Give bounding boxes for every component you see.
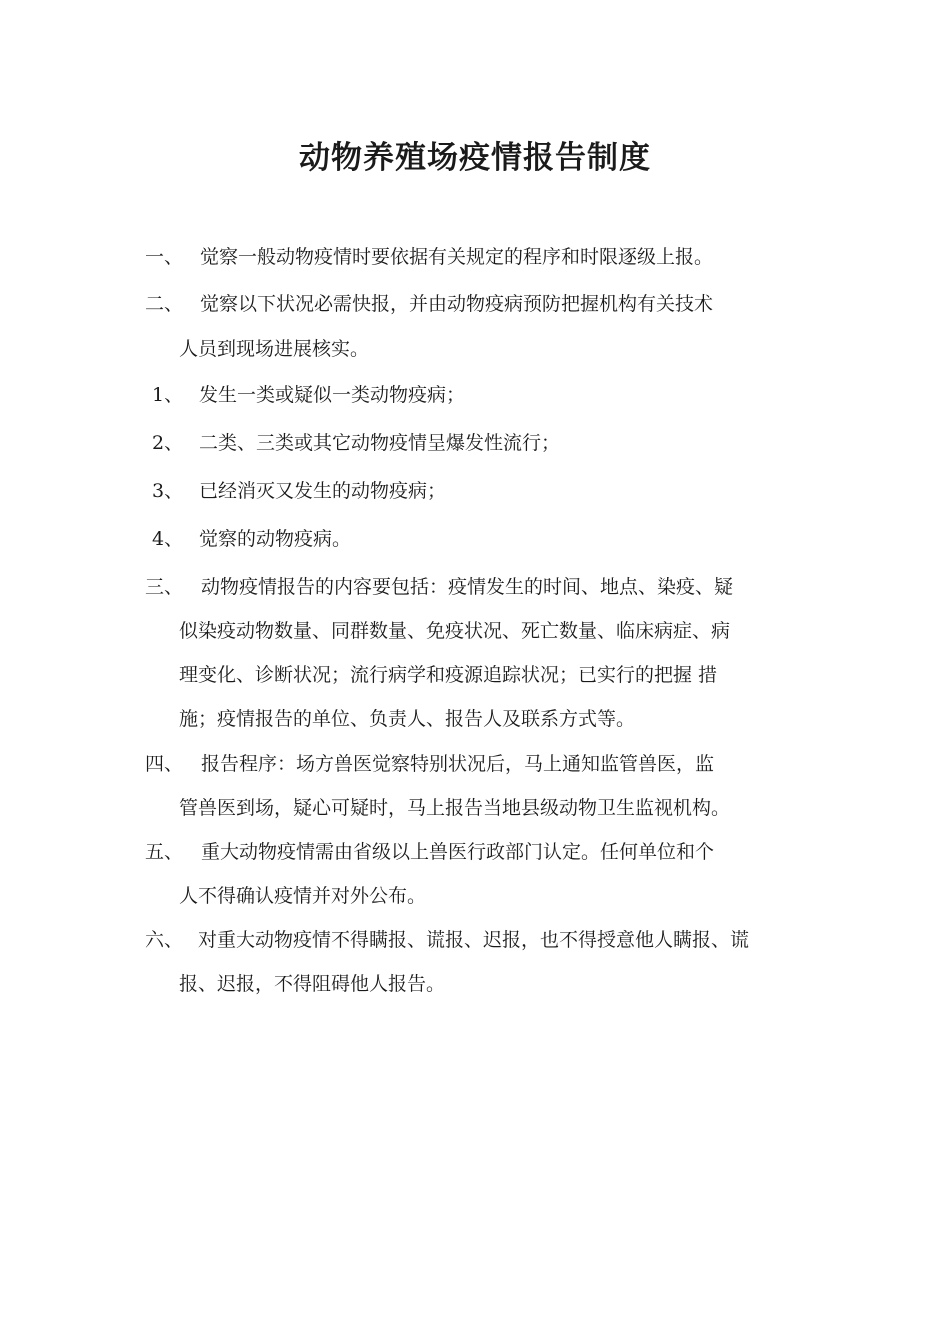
item-text: 已经消灭又发生的动物疫病； <box>199 480 447 502</box>
item-text: 似染疫动物数量、同群数量、免疫状况、死亡数量、临床病症、病 <box>179 620 731 642</box>
item-number: 一、 <box>145 246 184 268</box>
item-text: 理变化、诊断状况；流行病学和疫源追踪状况；已实行的把握 措 <box>179 664 718 686</box>
item-text: 人员到现场进展核实。 <box>179 338 370 360</box>
item-number: 2、 <box>152 432 184 454</box>
item-text: 二类、三类或其它动物疫情呈爆发性流行； <box>199 432 561 454</box>
item-text: 觉察一般动物疫情时要依据有关规定的程序和时限逐级上报。 <box>200 246 714 268</box>
item-number: 四、 <box>145 753 184 775</box>
item-text: 重大动物疫情需由省级以上兽医行政部门认定。任何单位和个 <box>201 841 715 863</box>
item-number: 1、 <box>152 384 184 406</box>
item-text: 动物疫情报告的内容要包括：疫情发生的时间、地点、染疫、疑 <box>201 576 734 598</box>
item-text: 施；疫情报告的单位、负责人、报告人及联系方式等。 <box>179 708 636 730</box>
item-text: 觉察的动物疫病。 <box>199 528 352 550</box>
item-number: 六、 <box>145 929 184 951</box>
item-number: 五、 <box>145 841 184 863</box>
document-title: 动物养殖场疫情报告制度 <box>299 140 651 176</box>
item-number: 三、 <box>145 576 184 598</box>
item-text: 报、迟报，不得阻碍他人报告。 <box>179 973 446 995</box>
item-text: 觉察以下状况必需快报，并由动物疫病预防把握机构有关技术 <box>200 293 714 315</box>
item-number: 3、 <box>152 480 184 502</box>
item-text: 发生一类或疑似一类动物疫病； <box>199 384 466 406</box>
item-text: 报告程序：场方兽医觉察特别状况后，马上通知监管兽医，监 <box>201 753 715 775</box>
item-text: 人不得确认疫情并对外公布。 <box>179 885 427 907</box>
item-text: 对重大动物疫情不得瞒报、谎报、迟报，也不得授意他人瞒报、谎 <box>198 929 750 951</box>
item-number: 二、 <box>145 293 184 315</box>
item-number: 4、 <box>152 528 184 550</box>
item-text: 管兽医到场，疑心可疑时，马上报告当地县级动物卫生监视机构。 <box>179 797 731 819</box>
